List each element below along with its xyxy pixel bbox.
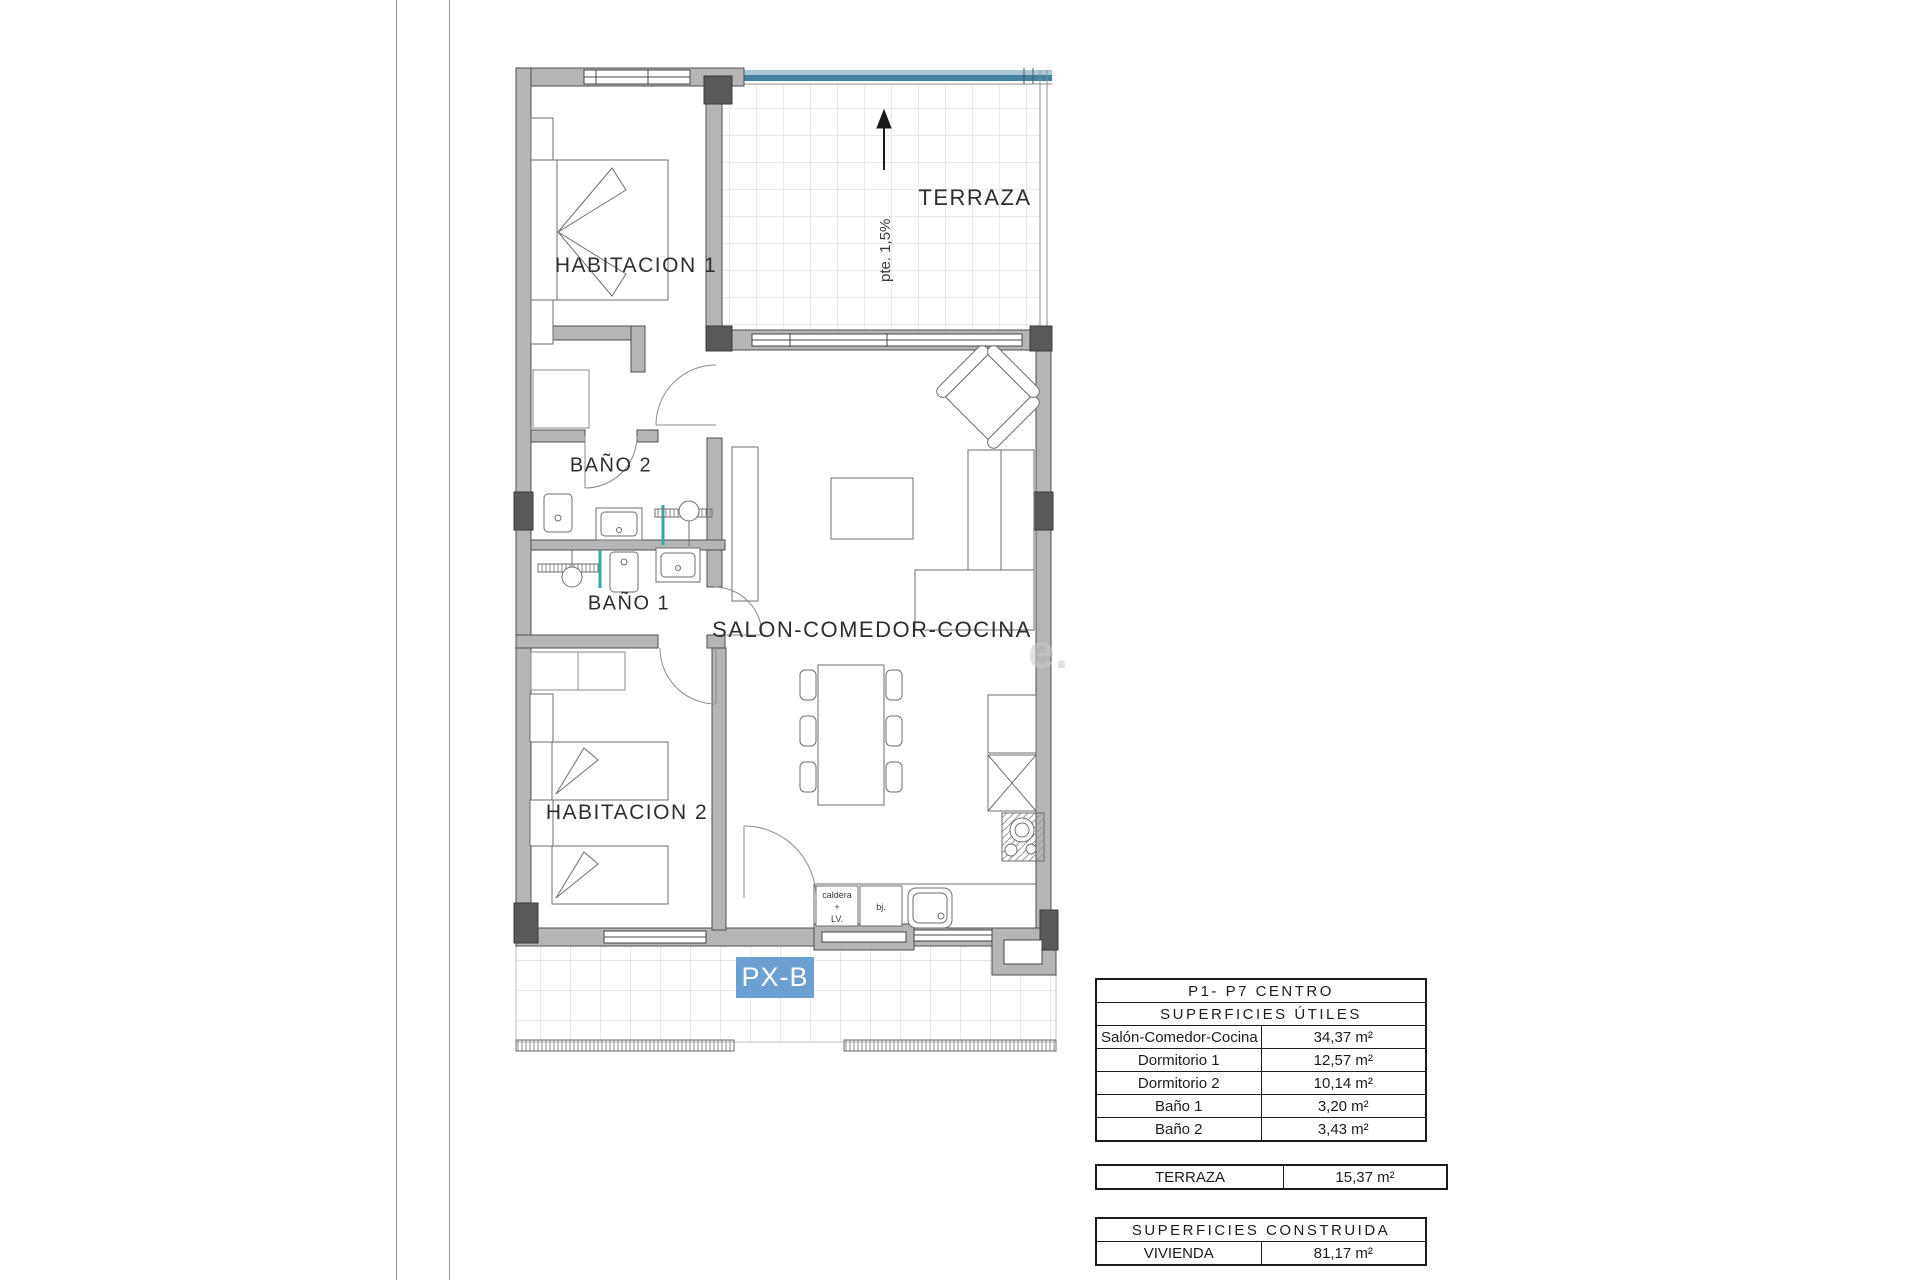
kitchen-note-appliance: caldera bbox=[822, 890, 852, 900]
table-row bbox=[1096, 979, 1426, 1003]
room-label-habitacion2: HABITACION 2 bbox=[545, 801, 709, 824]
terraza-table bbox=[1095, 1164, 1448, 1190]
table-subtitle: SUPERFICIES ÚTILES bbox=[1096, 1003, 1426, 1026]
unit-badge-label: PX-B bbox=[741, 962, 809, 992]
row-label: VIVIENDA bbox=[1096, 1242, 1261, 1266]
room-label-bano2: BAÑO 2 bbox=[569, 454, 653, 477]
row-label: Baño 2 bbox=[1096, 1118, 1261, 1142]
row-value: 10,14 m² bbox=[1261, 1072, 1426, 1095]
row-value: 34,37 m² bbox=[1261, 1026, 1426, 1049]
unit-badge bbox=[736, 957, 814, 998]
table-row bbox=[1096, 1118, 1426, 1142]
room-label-terraza: TERRAZA bbox=[918, 185, 1032, 210]
kitchen-note-plus: + bbox=[834, 902, 840, 912]
row-value: 15,37 m² bbox=[1284, 1165, 1448, 1189]
table-row bbox=[1096, 1218, 1426, 1242]
room-label-habitacion1: HABITACION 1 bbox=[554, 254, 718, 277]
kitchen-note-lv: LV. bbox=[830, 914, 844, 924]
table-title: P1- P7 CENTRO bbox=[1096, 979, 1426, 1003]
row-label: Dormitorio 1 bbox=[1096, 1049, 1261, 1072]
table-row bbox=[1096, 1026, 1426, 1049]
table-title: SUPERFICIES CONSTRUIDA bbox=[1096, 1218, 1426, 1242]
row-value: 12,57 m² bbox=[1261, 1049, 1426, 1072]
row-label: Salón-Comedor-Cocina bbox=[1096, 1026, 1261, 1049]
room-label-bano1: BAÑO 1 bbox=[587, 592, 671, 615]
table-row bbox=[1096, 1165, 1447, 1189]
table-row bbox=[1096, 1072, 1426, 1095]
construida-table bbox=[1095, 1217, 1427, 1266]
table-row bbox=[1096, 1003, 1426, 1026]
row-value: 81,17 m² bbox=[1261, 1242, 1426, 1266]
surfaces-utiles-table bbox=[1095, 978, 1427, 1142]
table-row bbox=[1096, 1095, 1426, 1118]
row-value: 3,20 m² bbox=[1261, 1095, 1426, 1118]
surface-tables bbox=[1095, 978, 1427, 1262]
row-label: Baño 1 bbox=[1096, 1095, 1261, 1118]
room-label-salon: SALON-COMEDOR-COCINA bbox=[712, 617, 1032, 642]
row-label: Dormitorio 2 bbox=[1096, 1072, 1261, 1095]
table-row bbox=[1096, 1242, 1426, 1266]
kitchen-note-bj: bj. bbox=[876, 902, 886, 912]
row-value: 3,43 m² bbox=[1261, 1118, 1426, 1142]
slope-note: pte. 1,5% bbox=[877, 218, 894, 282]
watermark-fragment: e. bbox=[1028, 626, 1069, 679]
row-label: TERRAZA bbox=[1096, 1165, 1284, 1189]
table-row bbox=[1096, 1049, 1426, 1072]
